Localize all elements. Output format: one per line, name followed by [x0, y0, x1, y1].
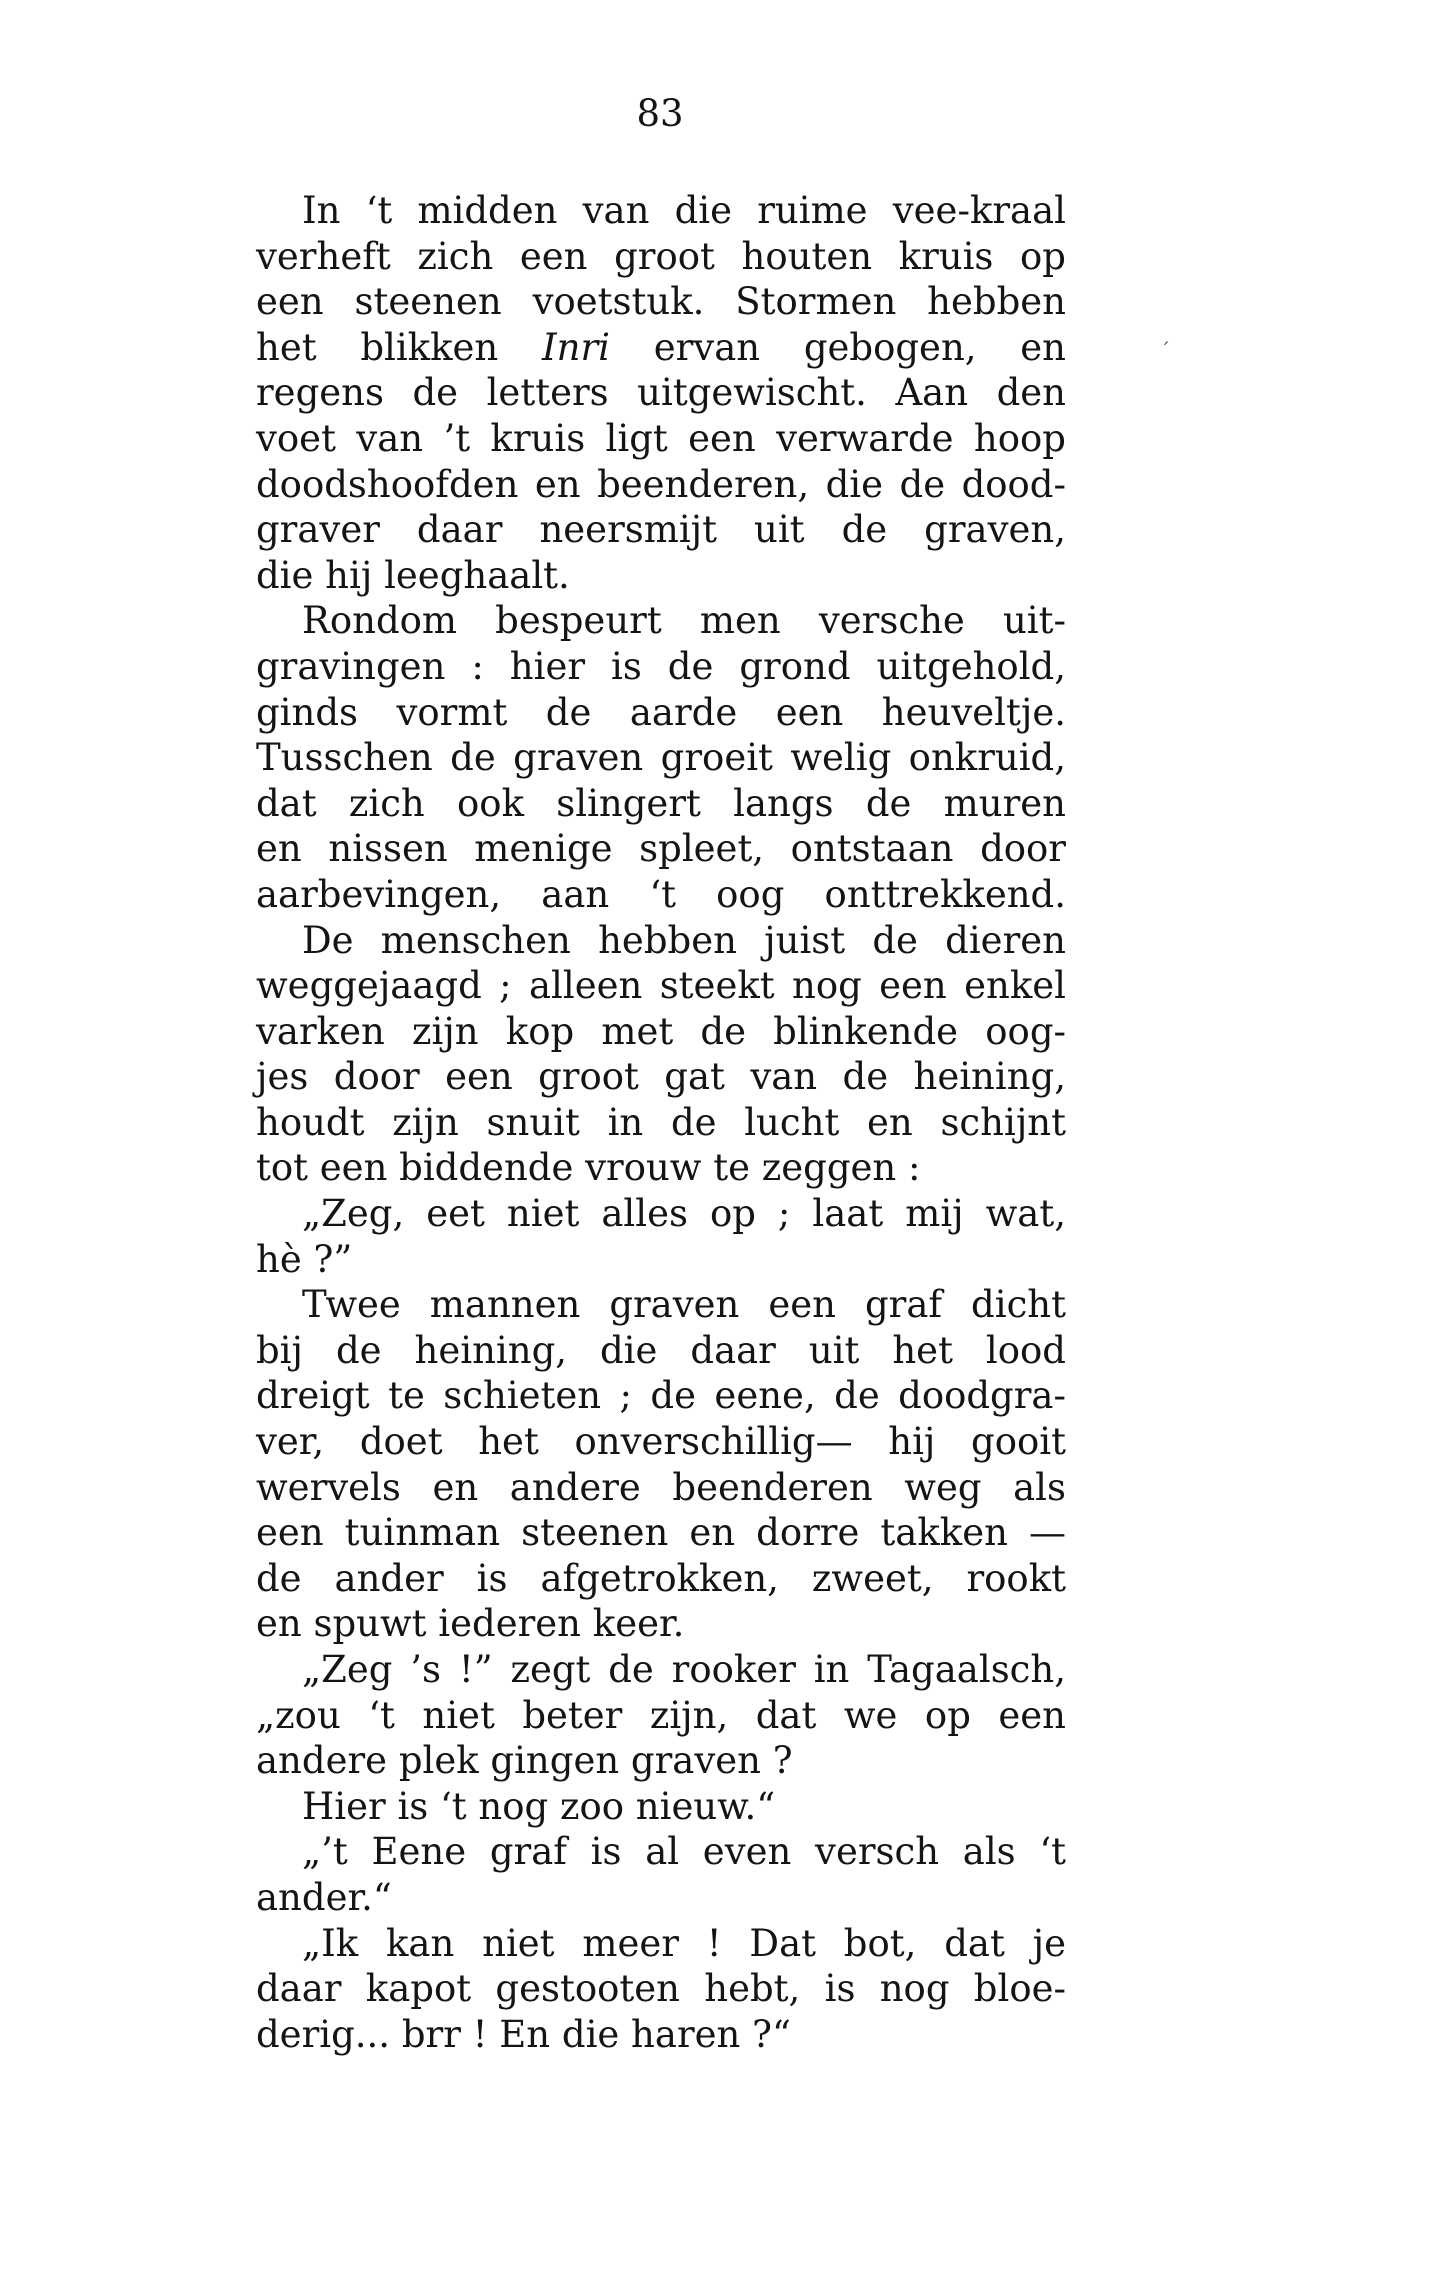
text-line: en nissen menige spleet, ontstaan door: [256, 827, 1066, 871]
text-line: de ander is afgetrokken, zweet, rookt: [256, 1556, 1066, 1600]
text-line: „zou ‘t niet beter zijn, dat we op een: [256, 1693, 1066, 1737]
text-line: tot een biddende vrouw te zeggen :: [256, 1146, 921, 1190]
text-line: het blikken Inri ervan gebogen, en: [256, 325, 1066, 369]
text-line: ginds vormt de aarde een heuveltje.: [256, 690, 1066, 734]
text-line: die hij leeghaalt.: [256, 553, 570, 597]
text-line: De menschen hebben juist de dieren: [302, 918, 1066, 962]
text-line: „Zeg ’s !” zegt de rooker in Tagaalsch,: [302, 1648, 1066, 1691]
text-line: dat zich ook slingert langs de muren: [256, 781, 1066, 825]
text-line: „Ik kan niet meer ! Dat bot, dat je: [302, 1921, 1066, 1965]
text-line: bij de heining, die daar uit het lood: [256, 1328, 1066, 1372]
text-line: daar kapot gestooten hebt, is nog bloe-: [256, 1967, 1066, 2011]
text-line: hè ?”: [256, 1237, 353, 1281]
body-text: [256, 188, 1066, 2057]
text-line: dreigt te schieten ; de eene, de doodgra-: [256, 1374, 1066, 1418]
text-line: weggejaagd ; alleen steekt nog een enkel: [256, 964, 1066, 1008]
text-line: ver, doet het onverschillig— hij gooit: [256, 1420, 1066, 1464]
text-line: aarbevingen, aan ‘t oog onttrekkend.: [256, 872, 1066, 916]
italic-word: Inri: [542, 325, 610, 369]
text-line: wervels en andere beenderen weg als: [256, 1465, 1066, 1509]
text-line: voet van ’t kruis ligt een verwarde hoop: [256, 416, 1066, 460]
text-line: een steenen voetstuk. Stormen hebben: [256, 280, 1066, 324]
text-line: Rondom bespeurt men versche uit-: [302, 599, 1066, 643]
text-line: jes door een groot gat van de heining,: [256, 1055, 1066, 1099]
text-line: en spuwt iederen keer.: [256, 1602, 685, 1646]
text-line: verheft zich een groot houten kruis op: [256, 234, 1066, 278]
text-line: houdt zijn snuit in de lucht en schijnt: [256, 1100, 1066, 1144]
print-speck: ´: [1160, 338, 1170, 362]
text-line: „Zeg, eet niet alles op ; laat mij wat,: [302, 1192, 1066, 1236]
text-line: graver daar neersmijt uit de graven,: [256, 508, 1066, 552]
text-line: In ‘t midden van die ruime vee-kraal: [302, 189, 1066, 232]
text-line: Hier is ‘t nog zoo nieuw.“: [302, 1784, 776, 1828]
text-line: andere plek gingen graven ?: [256, 1739, 793, 1783]
text-line: Twee mannen graven een graf dicht: [302, 1283, 1066, 1327]
text-line: varken zijn kop met de blinkende oog-: [256, 1009, 1066, 1053]
text-line: derig... brr ! En die haren ?“: [256, 2012, 791, 2056]
text-line: regens de letters uitgewischt. Aan den: [256, 371, 1066, 415]
text-line: „’t Eene graf is al even versch als ‘t: [302, 1830, 1066, 1874]
text-line: Tusschen de graven groeit welig onkruid,: [256, 736, 1066, 780]
text-line: gravingen : hier is de grond uitgehold,: [256, 644, 1066, 688]
text-line: een tuinman steenen en dorre takken —: [256, 1511, 1066, 1555]
text-line: doodshoofden en beenderen, die de dood-: [256, 462, 1066, 506]
page-number: 83: [636, 92, 684, 135]
text-line: ander.“: [256, 1875, 392, 1919]
